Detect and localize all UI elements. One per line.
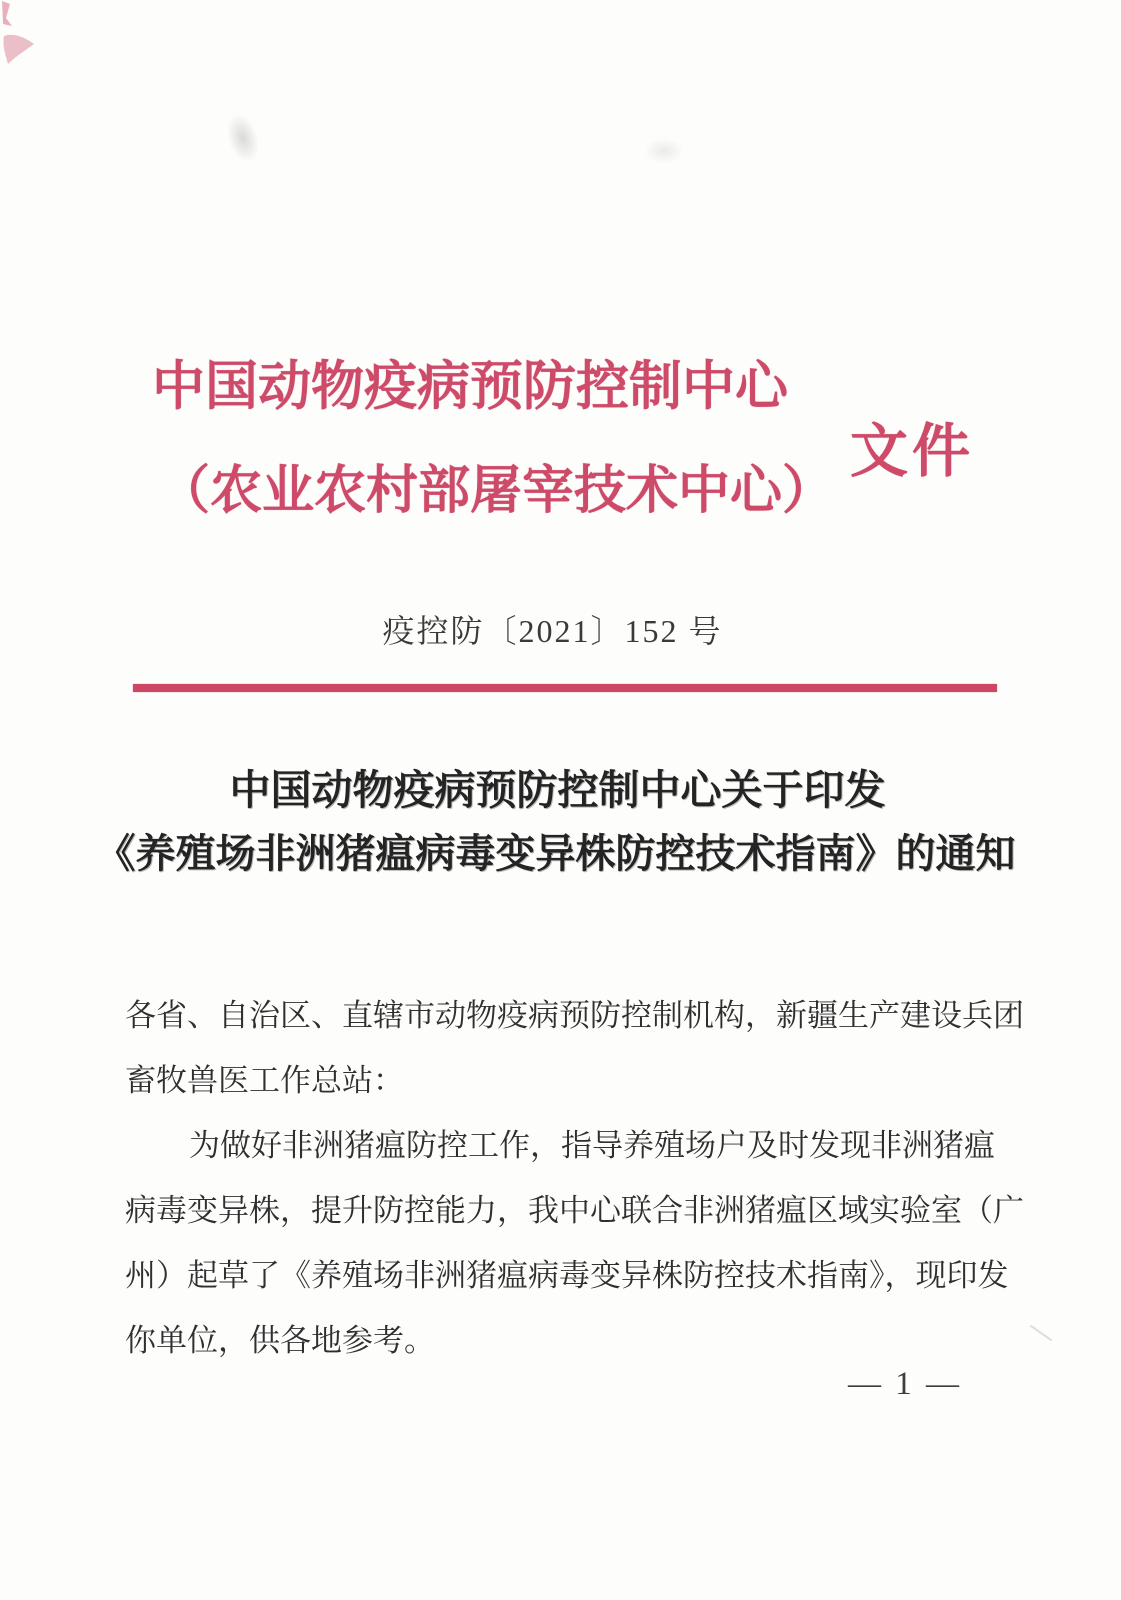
letterhead-doc-type-label: 文件	[850, 419, 975, 484]
notice-title-line1: 中国动物疫病预防控制中心关于印发	[229, 767, 886, 813]
paragraph-line: 为做好非洲猪瘟防控工作，指导养殖场户及时发现非洲猪瘟	[189, 1128, 995, 1163]
notice-body	[125, 983, 1024, 1373]
paragraph-line: 你单位，供各地参考。	[125, 1323, 435, 1358]
salutation-line: 各省、自治区、直辖市动物疫病预防控制机构，新疆生产建设兵团	[125, 998, 1024, 1033]
paragraph-line: 病毒变异株，提升防控能力，我中心联合非洲猪瘟区域实验室（广	[125, 1193, 1024, 1228]
page-number: — 1 —	[848, 1366, 962, 1402]
scan-speck	[1030, 1325, 1052, 1342]
letterhead-org-subname: （农业农村部屠宰技术中心）	[158, 463, 835, 520]
scan-smudge	[221, 110, 265, 167]
scan-corner-red-marks	[0, 0, 48, 76]
notice-title-line2: 《养殖场非洲猪瘟病毒变异株防控技术指南》的通知	[95, 831, 1016, 876]
scan-smudge	[644, 138, 684, 164]
salutation-line: 畜牧兽医工作总站：	[125, 1063, 404, 1098]
letterhead-org-name: 中国动物疫病预防控制中心	[152, 358, 788, 416]
document-number: 疫控防〔2021〕152 号	[382, 613, 723, 649]
paragraph-line: 州）起草了《养殖场非洲猪瘟病毒变异株防控技术指南》，现印发	[125, 1258, 1009, 1293]
letterhead-divider-rule	[133, 684, 997, 692]
